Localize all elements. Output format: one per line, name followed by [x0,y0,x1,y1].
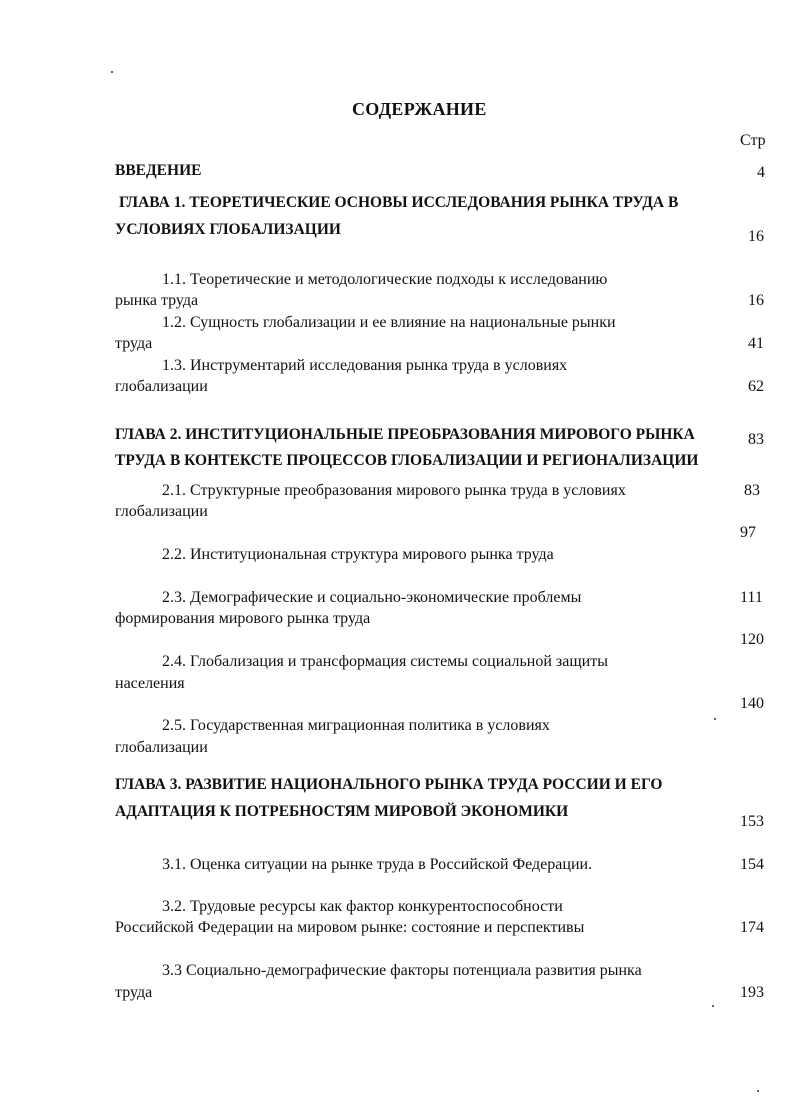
scan-speck [712,1005,714,1007]
chapter-1-heading: ГЛАВА 1. ТЕОРЕТИЧЕСКИЕ ОСНОВЫ ИССЛЕДОВАНИЯ РЫНКА ТРУДА В [119,194,679,211]
chapter-3-heading: ГЛАВА 3. РАЗВИТИЕ НАЦИОНАЛЬНОГО РЫНКА ТРУДА РОССИИ И ЕГО [115,776,663,793]
section-2-3-page-number: 111 [740,589,763,606]
section-1-1-line2: рынка труда [115,292,199,309]
section-1-2-page-number: 41 [748,335,764,352]
section-2-5-page-number: 140 [740,695,764,712]
section-2-4-line2: населения [115,675,185,692]
section-1-1: 1.1. Теоретические и методологические подходы к исследованию [162,271,608,288]
scan-speck [757,1090,759,1092]
chapter-3-page-number: 153 [740,813,764,830]
section-2-3-line2: формирования мирового рынка труда [115,610,371,627]
scan-speck [714,718,716,720]
section-1-2: 1.2. Сущность глобализации и ее влияние на национальные рынки [162,314,616,331]
section-3-1: 3.1. Оценка ситуации на рынке труда в Российской Федерации. [162,856,593,873]
toc-title: СОДЕРЖАНИЕ [352,99,487,119]
section-3-1-page-number: 154 [740,856,764,873]
intro-heading: ВВЕДЕНИЕ [115,162,202,179]
page-column-label: Стр [740,132,766,149]
section-3-3-page-number: 193 [740,984,764,1001]
section-1-3: 1.3. Инструментарий исследования рынка труда в условиях [162,357,568,374]
chapter-2-heading-line2: ТРУДА В КОНТЕКСТЕ ПРОЦЕССОВ ГЛОБАЛИЗАЦИИ И РЕГИОНАЛИЗАЦИИ [115,452,699,469]
section-2-4-page-number: 120 [740,631,764,648]
section-1-1-page-number: 16 [748,292,764,309]
section-3-3: 3.3 Социально-демографические факторы потенциала развития рынка [162,962,642,979]
section-3-2: 3.2. Трудовые ресурсы как фактор конкурентоспособности [162,898,563,915]
section-2-2-page-number: 97 [740,524,756,541]
section-1-3-page-number: 62 [748,378,764,395]
scan-speck [111,71,113,73]
section-2-3: 2.3. Демографические и социально-экономические проблемы [162,589,582,606]
section-2-1-page-number: 83 [744,482,760,499]
intro-page-number: 4 [757,164,765,181]
chapter-2-heading: ГЛАВА 2. ИНСТИТУЦИОНАЛЬНЫЕ ПРЕОБРАЗОВАНИЯ МИРОВОГО РЫНКА [115,426,695,443]
section-2-1-line2: глобализации [115,503,208,520]
section-1-2-line2: труда [115,335,153,352]
section-2-5: 2.5. Государственная миграционная политика в условиях [162,717,550,734]
section-2-2: 2.2. Институциональная структура мирового рынка труда [162,546,554,563]
section-1-3-line2: глобализации [115,378,208,395]
section-3-2-page-number: 174 [740,919,764,936]
chapter-3-heading-line2: АДАПТАЦИЯ К ПОТРЕБНОСТЯМ МИРОВОЙ ЭКОНОМИКИ [115,803,569,820]
section-2-5-line2: глобализации [115,739,208,756]
section-2-4: 2.4. Глобализация и трансформация системы социальной защиты [162,653,608,670]
chapter-1-page-number: 16 [748,228,764,245]
section-2-1: 2.1. Структурные преобразования мирового рынка труда в условиях [162,482,626,499]
section-3-3-line2: труда [115,984,153,1001]
chapter-2-page-number: 83 [748,431,764,448]
section-3-2-line2: Российской Федерации на мировом рынке: состояние и перспективы [115,919,585,936]
chapter-1-heading-line2: УСЛОВИЯХ ГЛОБАЛИЗАЦИИ [115,221,341,238]
